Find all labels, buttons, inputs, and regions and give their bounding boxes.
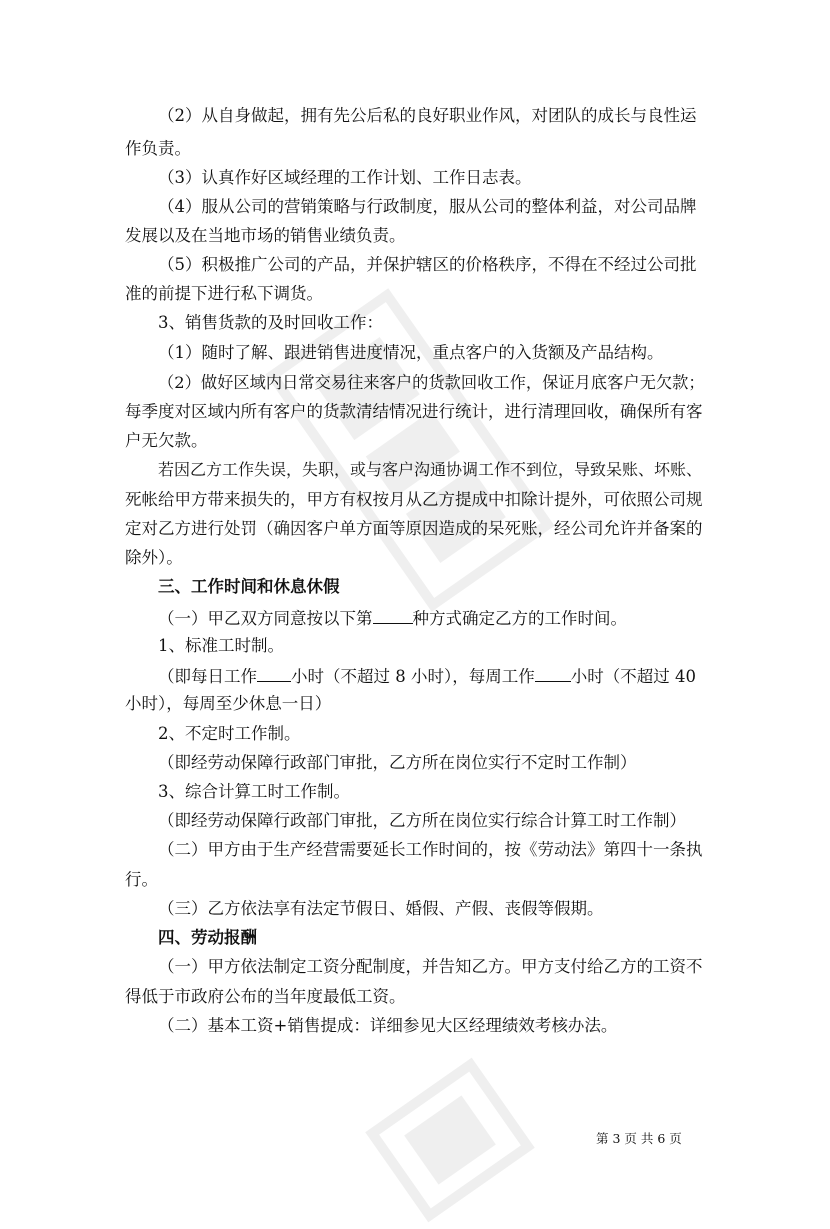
- text-line-with-blank: [158, 607, 627, 629]
- text-line: 3、销售货款的及时回收工作：: [158, 313, 383, 332]
- text-line: 户无欠款。: [125, 431, 208, 450]
- text-line: 2、不定时工作制。: [158, 724, 301, 743]
- text-line: 作负责。: [125, 139, 191, 158]
- text-line: （三）乙方依法享有法定节假日、婚假、产假、丧假等假期。: [158, 899, 604, 918]
- text-line: 1、标准工时制。: [158, 636, 284, 655]
- text-line: 每季度对区域内所有客户的货款清结情况进行统计，进行清理回收，确保所有客: [125, 402, 703, 421]
- text-line: 死帐给甲方带来损失的，甲方有权按月从乙方提成中扣除计提外，可依照公司规: [125, 490, 703, 509]
- text-line: （4）服从公司的营销策略与行政制度，服从公司的整体利益，对公司品牌: [158, 197, 697, 216]
- text-line: （3）认真作好区域经理的工作计划、工作日志表。: [158, 168, 532, 187]
- text-line: （5）积极推广公司的产品，并保护辖区的价格秩序，不得在不经过公司批: [158, 255, 697, 274]
- text-line-with-blank: [158, 665, 696, 687]
- fill-blank: [373, 607, 413, 624]
- section-heading: 三、工作时间和休息休假: [158, 577, 340, 596]
- text-line: （即经劳动保障行政部门审批，乙方所在岗位实行不定时工作制）: [158, 753, 637, 772]
- text-line: 若因乙方工作失误，失职，或与客户沟通协调工作不到位，导致呆账、坏账、: [158, 460, 703, 479]
- text-line: 发展以及在当地市场的销售业绩负责。: [125, 226, 406, 245]
- text-line: （二）甲方由于生产经营需要延长工作时间的，按《劳动法》第四十一条执: [158, 840, 703, 859]
- text-line: 定对乙方进行处罚（确因客户单方面等原因造成的呆死账，经公司允许并备案的: [125, 519, 703, 538]
- text-line: 除外）。: [125, 548, 183, 567]
- text-line: （2）做好区域内日常交易往来客户的货款回收工作，保证月底客户无欠款；: [158, 373, 705, 392]
- text-line: （2）从自身做起，拥有先公后私的良好职业作风，对团队的成长与良性运: [158, 106, 697, 125]
- text-line: （即经劳动保障行政部门审批，乙方所在岗位实行综合计算工时工作制）: [158, 811, 686, 830]
- text-line: 小时），每周至少休息一日）: [125, 694, 332, 713]
- text-line: （一）甲方依法制定工资分配制度，并告知乙方。甲方支付给乙方的工资不: [158, 957, 703, 976]
- text-segment: 小时（不超过 40: [570, 667, 696, 686]
- text-line: 3、综合计算工时工作制。: [158, 782, 350, 801]
- watermark-logo-bottom: [358, 1051, 542, 1229]
- text-line: 得低于市政府公布的当年度最低工资。: [125, 987, 406, 1006]
- fill-blank: [535, 665, 571, 682]
- text-line: 准的前提下进行私下调货。: [125, 284, 323, 303]
- text-segment: 小时（不超过 8 小时），每周工作: [291, 667, 535, 686]
- page-number-footer: 第 3 页 共 6 页: [596, 1131, 682, 1146]
- text-line: 行。: [125, 870, 158, 889]
- text-line: （二）基本工资+销售提成：详细参见大区经理绩效考核办法。: [158, 1016, 618, 1035]
- fill-blank: [257, 665, 291, 682]
- text-line: （1）随时了解、跟进销售进度情况，重点客户的入货额及产品结构。: [158, 343, 664, 362]
- text-segment: （即每日工作: [158, 667, 257, 686]
- section-heading: 四、劳动报酬: [158, 928, 257, 947]
- text-segment: 种方式确定乙方的工作时间。: [412, 609, 627, 628]
- text-segment: （一）甲乙双方同意按以下第: [158, 609, 373, 628]
